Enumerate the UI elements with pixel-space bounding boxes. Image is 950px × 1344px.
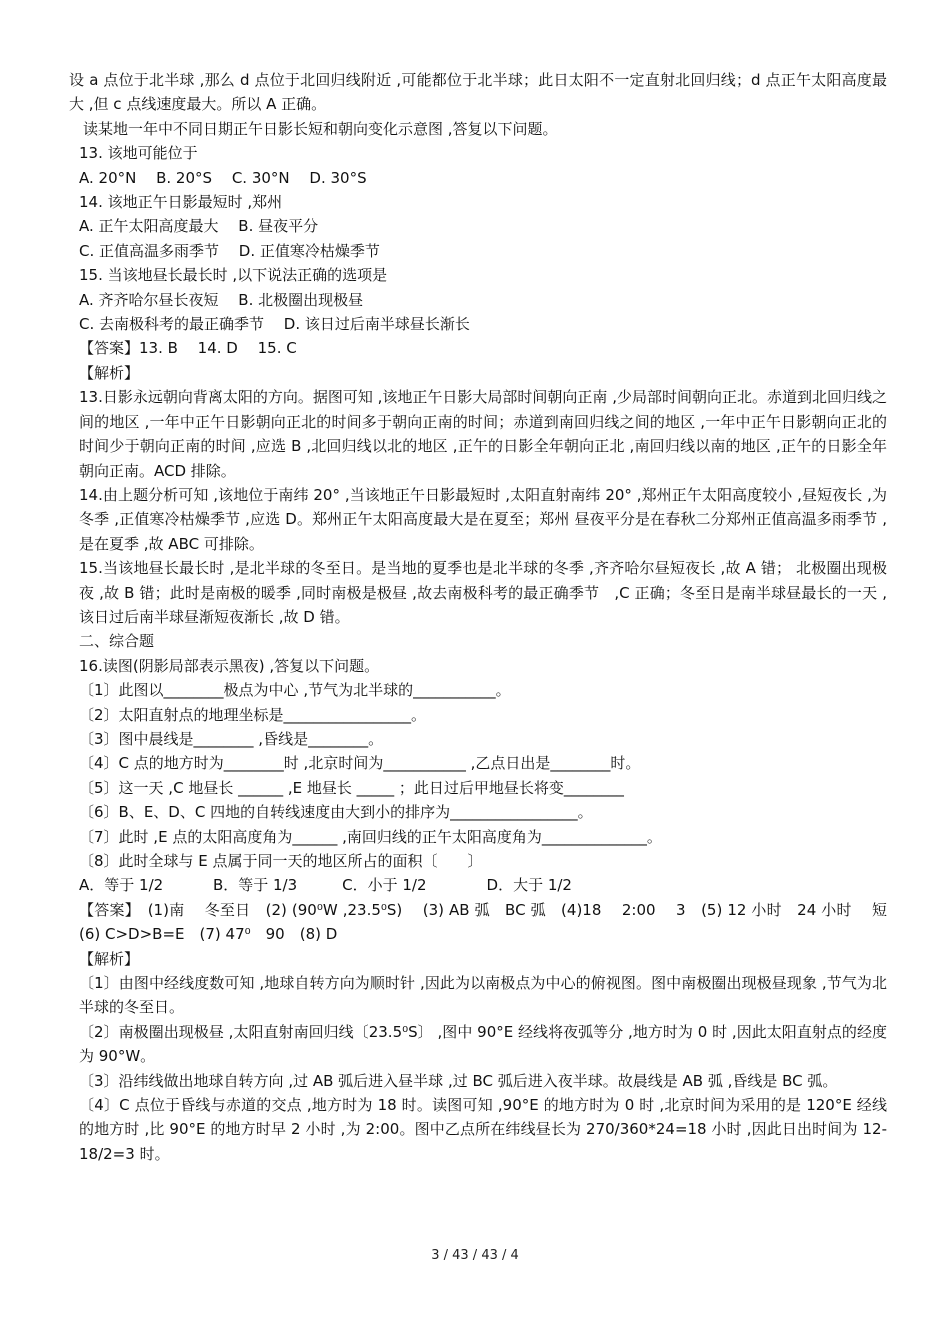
question-15-options-ab: A. 齐齐哈尔昼长夜短 B. 北极圈出现极昼 (79, 290, 364, 309)
section-heading-2: 二、综合题 (79, 632, 155, 651)
analysis-13: 13.日影永远朝向背离太阳的方向。据图可知 ,该地正午日影大局部时间朝向正南 ,少局部时间朝向正北。赤道到北回归线之间的地区 ,一年中正午日影朝向正北的时间多于朝向正南的时间；赤道到南回归线之间的地区 ,一年中正午日影朝向正北的时间少于朝向正南的时间 ,应选 B ,北回归线以北的地区 ,正午的日影全年朝向正北 ,南回归线以南的地区 ,正午的日影全年朝向正南。ACD 排除。 (79, 388, 887, 480)
question-16: 16.读图(阴影局部表示黑夜) ,答复以下问题。 (79, 656, 380, 675)
document-body (69, 68, 903, 1166)
question-16-part-8-options: A．等于 1/2 B．等于 1/3 C．小于 1/2 D．大于 1/2 (79, 876, 572, 895)
intro-paragraph: 设 a 点位于北半球 ,那么 d 点位于北回归线附近 ,可能都位于北半球；此日太阳不一定直射北回归线；d 点正午太阳高度最大 ,但 c 点线速度最大。所以 A 正确。 (69, 71, 887, 114)
answer-block-1: 【答案】13. B 14. D 15. C (79, 339, 297, 358)
question-14-options-ab: A. 正午太阳高度最大 B. 昼夜平分 (79, 217, 319, 236)
answer-block-2: 【答案】 (1)南 冬至日 (2) (90⁰W ,23.5⁰S) (3) AB 弧 BC 弧 (4)18 2:00 3 (5) 12 小时 24 小时 短 (6) C>D>B=E (7) 47⁰ 90 (8) D (79, 900, 903, 944)
question-16-part-7: 〔7〕此时 ,E 点的太阳高度角为______ ,南回归线的正午太阳高度角为______________。 (79, 827, 662, 846)
question-16-part-3: 〔3〕图中晨线是________ ,昏线是________。 (79, 729, 384, 748)
reading-instruction: 读某地一年中不同日期正午日影长短和朝向变化示意图 ,答复以下问题。 (83, 119, 558, 138)
question-16-part-1: 〔1〕此图以________极点为中心 ,节气为北半球的___________。 (79, 681, 511, 700)
analysis-14: 14.由上题分析可知 ,该地位于南纬 20° ,当该地正午日影最短时 ,太阳直射南纬 20° ,郑州正午太阳高度较小 ,昼短夜长 ,为冬季 ,正值寒冷枯燥季节 ,应选 D。郑州正午太阳高度最大是在夏至；郑州 昼夜平分是在春秋二分郑州正值高温多雨季节 ,是在夏季 ,故 ABC 可排除。 (79, 485, 887, 553)
analysis-heading-1: 【解析】 (79, 363, 140, 382)
question-14-options-cd: C. 正值高温多雨季节 D. 正值寒冷枯燥季节 (79, 241, 380, 260)
analysis-15: 15.当该地昼长最长时 ,是北半球的冬至日。是当地的夏季也是北半球的冬季 ,齐齐哈尔昼短夜长 ,故 A 错； 北极圈出现极夜 ,故 B 错；此时是南极的暖季 ,同时南极是极昼 ,故去南极科考的最正确季节 ,C 正确；冬至日是南半球昼最长的一天 ,该日过后南半球昼渐短夜渐长 ,故 D 错。 (79, 559, 887, 626)
question-15: 15. 当该地昼长最长时 ,以下说法正确的选项是 (79, 266, 388, 285)
question-13: 13. 该地可能位于 (79, 144, 198, 163)
question-16-part-6: 〔6〕B、E、D、C 四地的自转线速度由大到小的排序为_________________。 (79, 803, 593, 822)
question-15-options-cd: C. 去南极科考的最正确季节 D. 该日过后南半球昼长渐长 (79, 315, 470, 334)
explanation-3: 〔3〕沿纬线做出地球自转方向 ,过 AB 弧后进入昼半球 ,过 BC 弧后进入夜半球。故晨线是 AB 弧 ,昏线是 BC 弧。 (79, 1071, 838, 1090)
question-16-part-2: 〔2〕太阳直射点的地理坐标是_________________。 (79, 705, 427, 724)
explanation-2: 〔2〕南极圈出现极昼 ,太阳直射南回归线〔23.5⁰S〕 ,图中 90°E 经线将夜弧等分 ,地方时为 0 时 ,因此太阳直射点的经度为 90°W。 (79, 1022, 887, 1066)
explanation-4: 〔4〕C 点位于昏线与赤道的交点 ,地方时为 18 时。读图可知 ,90°E 的地方时为 0 时 ,北京时间为采用的是 120°E 经线的地方时 ,比 90°E 的地方时早 2 小时 ,为 2:00。图中乙点所在纬线昼长为 270/360*24=18 小时 ,因此日出时间为 12-18/2=3 时。 (79, 1096, 887, 1163)
page-number: 3 / 43 / 43 / 4 (431, 1248, 519, 1263)
question-13-options: A. 20°N B. 20°S C. 30°N D. 30°S (79, 168, 367, 187)
question-14: 14. 该地正午日影最短时 ,郑州 (79, 193, 283, 212)
explanation-1: 〔1〕由图中经线度数可知 ,地球自转方向为顺时针 ,因此为以南极点为中心的俯视图。图中南极圈出现极昼现象 ,节气为北半球的冬至日。 (79, 974, 887, 1017)
question-16-part-5: 〔5〕这一天 ,C 地昼长 ______ ,E 地昼长 _____ ；此日过后甲地昼长将变________ (79, 778, 624, 797)
question-16-part-4: 〔4〕C 点的地方时为________时 ,北京时间为___________ ,乙点日出是________时。 (79, 754, 641, 773)
analysis-heading-2: 【解析】 (79, 949, 140, 968)
question-16-part-8: 〔8〕此时全球与 E 点属于同一天的地区所占的面积〔 〕 (79, 852, 483, 870)
